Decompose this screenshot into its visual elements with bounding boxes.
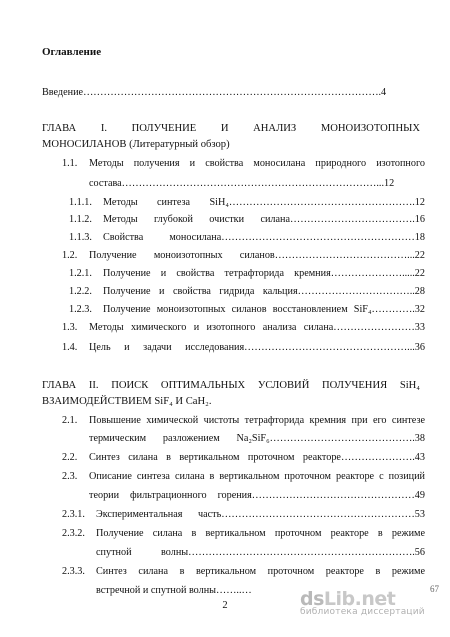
toc-entry-number: 2.3.2. <box>62 528 85 539</box>
toc-entry-number: 2.1. <box>62 415 78 426</box>
toc-entry-text: Методы синтеза SiH₄……………………………………………….12 <box>103 197 425 208</box>
toc-entry-text: Методы химического и изотопного анализа силана……………………33 <box>89 322 425 333</box>
toc-entry-text: Получение моноизотопных силанов восстановлением SiF₄………….32 <box>103 304 425 315</box>
toc-entry-text: Свойства моносилана…………………………………………………18 <box>103 232 425 243</box>
page-number: 2 <box>222 600 228 611</box>
chapter-2-line-1: ГЛАВА II. ПОИСК ОПТИМАЛЬНЫХ УСЛОВИЙ ПОЛУЧЕНИЯ SiH₄ <box>42 380 420 391</box>
toc-entry-text: Методы получения и свойства моносилана природного изотопного <box>89 158 425 169</box>
toc-entry-number: 1.1.3. <box>69 232 92 243</box>
toc-entry-text: состава…………………………………………………………………...12 <box>89 178 395 189</box>
toc-entry-text: Получение силана в вертикальном проточном реакторе в режиме <box>96 528 425 539</box>
page-title: Оглавление <box>42 46 102 58</box>
chapter-2-heading <box>42 378 420 410</box>
toc-entry-number: 2.3.3. <box>62 566 85 577</box>
toc-entry-text: Методы глубокой очистки силана……………………………….16 <box>103 214 425 225</box>
toc-entry-text: Получение и свойства тетрафторида кремния………………….....22 <box>103 268 425 279</box>
toc-entry-text: Цель и задачи исследования…………………………………………...36 <box>89 342 425 353</box>
toc-entry-number: 1.2.1. <box>69 268 92 279</box>
toc-entry-text: Получение и свойства гидрида кальция……………………………..28 <box>103 286 425 297</box>
toc-entry-number: 1.3. <box>62 322 78 333</box>
toc-entry-number: 2.2. <box>62 452 78 463</box>
watermark <box>300 588 425 617</box>
toc-entry-number: 2.3. <box>62 471 78 482</box>
toc-entry-text: Экспериментальная часть…………………………………………………53 <box>96 509 425 520</box>
toc-entry-text: Описание синтеза силана в вертикальном проточном реакторе с позиций <box>89 471 425 482</box>
toc-entry-text: термическим разложением Na₂SiF₆…………………………………….38 <box>89 433 425 444</box>
toc-entry-text: теории фильтрационного горения…………………………………………49 <box>89 490 425 501</box>
toc-entry-text: Синтез силана в вертикальном проточном реакторе………………….43 <box>89 452 425 463</box>
chapter-1-line-1: ГЛАВА I. ПОЛУЧЕНИЕ И АНАЛИЗ МОНОИЗОТОПНЫХ <box>42 123 420 134</box>
toc-entry-number: 1.4. <box>62 342 78 353</box>
toc-entry-number: 1.1.1. <box>69 197 92 208</box>
toc-intro: Введение…………………………………………………………………………….4 <box>42 87 387 98</box>
toc-entry-number: 1.2. <box>62 250 78 261</box>
watermark-logo: dsLib.net <box>300 588 396 610</box>
toc-entry-text: встречной и спутной волны……..… <box>96 585 252 596</box>
cut-off-page-number: 67 <box>430 584 439 594</box>
toc-entry-number: 2.3.1. <box>62 509 85 520</box>
toc-entry-number: 1.2.3. <box>69 304 92 315</box>
toc-entry-number: 1.1.2. <box>69 214 92 225</box>
toc-entry-number: 1.1. <box>62 158 78 169</box>
watermark-subtitle: библиотека диссертаций <box>300 607 425 617</box>
chapter-1-line-2: МОНОСИЛАНОВ (Литературный обзор) <box>42 139 230 150</box>
toc-entry-text: спутной волны………………………………………………………….56 <box>96 547 425 558</box>
toc-entry-text: Получение моноизотопных силанов…………………………………...22 <box>89 250 425 261</box>
toc-entry-text: Повышение химической чистоты тетрафторида кремния при его синтезе <box>89 415 425 426</box>
chapter-2-line-2: ВЗАИМОДЕЙСТВИЕМ SiF₄ И CaH₂. <box>42 396 212 407</box>
toc-entry-number: 1.2.2. <box>69 286 92 297</box>
toc-entry-text: Синтез силана в вертикальном проточном реакторе в режиме <box>96 566 425 577</box>
chapter-1-heading <box>42 121 420 153</box>
